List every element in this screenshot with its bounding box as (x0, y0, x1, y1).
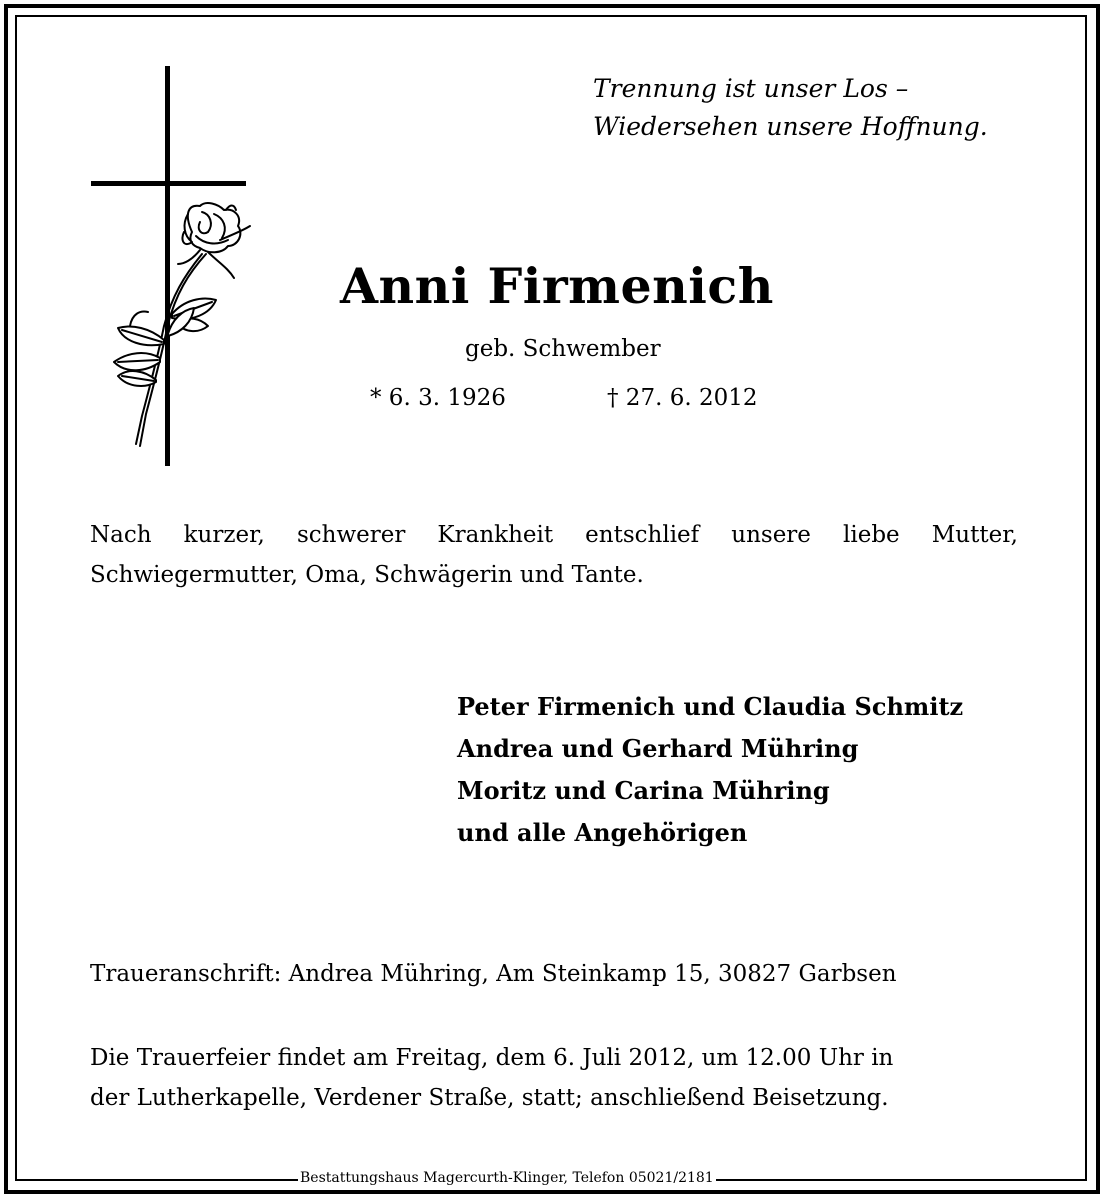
motto-line-1: Trennung ist unser Los – (593, 74, 909, 103)
announcement-text (90, 515, 1018, 595)
mourner-line: Peter Firmenich und Claudia Schmitz (457, 692, 964, 721)
funeral-home-footer: Bestattungshaus Magercurth-Klinger, Telefon 05021/2181 (300, 1170, 714, 1186)
ceremony-line-1: Die Trauerfeier findet am Freitag, dem 6. Juli 2012, um 12.00 Uhr in (90, 1045, 894, 1071)
motto-quote (593, 70, 1013, 146)
birth-date: * 6. 3. 1926 (370, 385, 506, 411)
motto-line-2: Wiedersehen unsere Hoffnung. (593, 112, 988, 141)
announcement-line-2: Schwiegermutter, Oma, Schwägerin und Tante. (90, 562, 644, 588)
mourner-line: und alle Angehörigen (457, 818, 748, 847)
cross-with-rose-illustration (88, 64, 258, 474)
mourner-line: Andrea und Gerhard Mühring (457, 734, 859, 763)
announcement-line-1: Nach kurzer, schwerer Krankheit entschlief unsere liebe Mutter, (90, 522, 1018, 548)
deceased-name: Anni Firmenich (340, 257, 774, 315)
ceremony-line-2: der Lutherkapelle, Verdener Straße, statt; anschließend Beisetzung. (90, 1085, 889, 1111)
death-date: † 27. 6. 2012 (607, 385, 758, 411)
funeral-ceremony-info (90, 1038, 1030, 1118)
rose-icon (114, 203, 250, 446)
birth-name: geb. Schwember (465, 336, 661, 362)
mourner-line: Moritz und Carina Mühring (457, 776, 830, 805)
mourning-address: Traueranschrift: Andrea Mühring, Am Steinkamp 15, 30827 Garbsen (90, 961, 897, 987)
mourners-list (457, 686, 1037, 854)
